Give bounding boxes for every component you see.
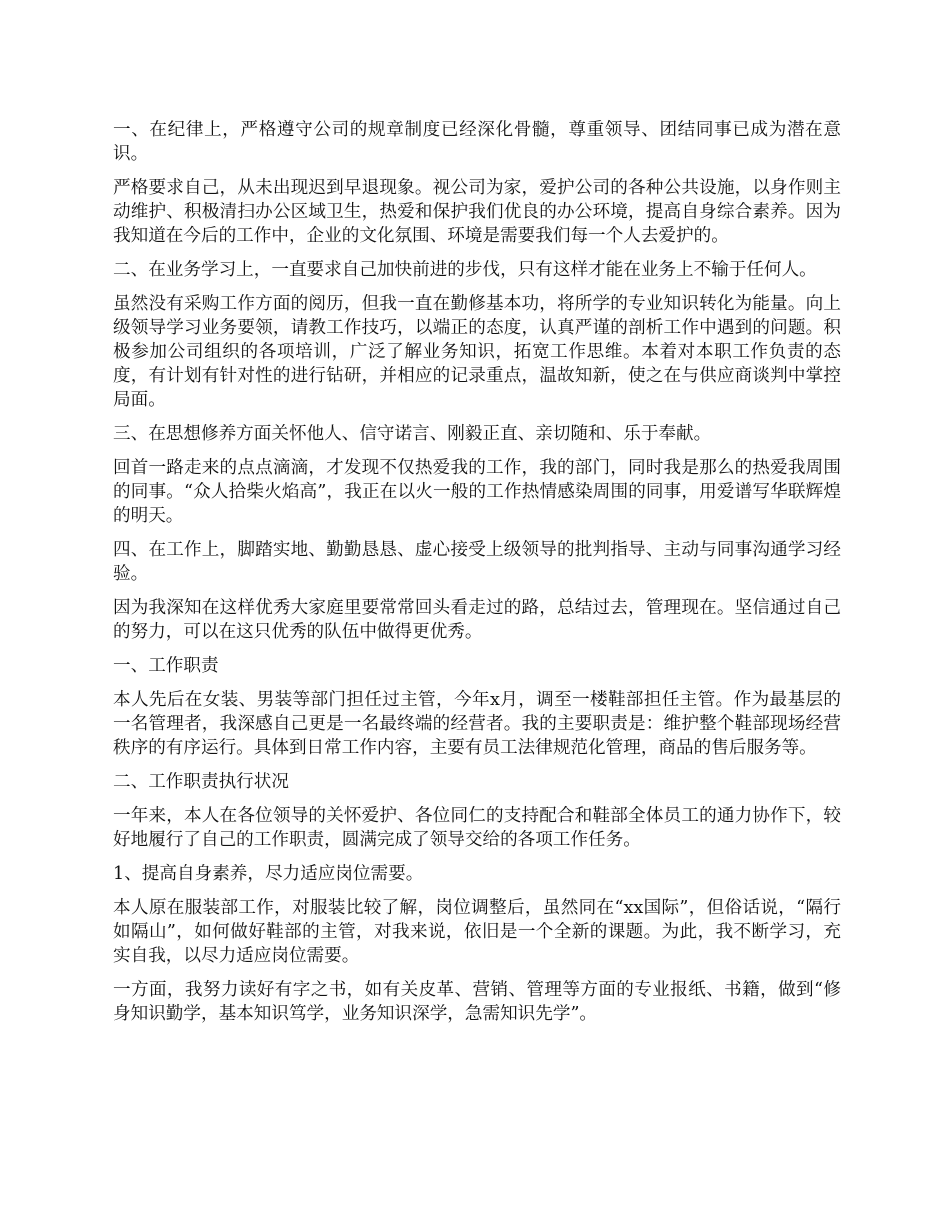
paragraph-duty-execution: 一年来，本人在各位领导的关怀爱护、各位同仁的支持配合和鞋部全体员工的通力协作下，较好地履行了自己的工作职责，圆满完成了领导交给的各项工作任务。 <box>113 806 841 850</box>
section-heading-job-duties: 一、工作职责 <box>113 656 219 676</box>
paragraph-character-heading: 三、在思想修养方面关怀他人、信守诺言、刚毅正直、亲切随和、乐于奉献。 <box>113 424 712 444</box>
paragraph-study-heading: 二、在业务学习上，一直要求自己加快前进的步伐，只有这样才能在业务上不输于任何人。 <box>113 260 817 280</box>
paragraph-job-duties: 本人先后在女装、男装等部门担任过主管，今年x月，调至一楼鞋部担任主管。作为最基层的一名管理者，我深感自己更是一名最终端的经营者。我的主要职责是：维护整个鞋部现场经营秩序的有序运行。具体到日常工作内容，主要有员工法律规范化管理，商品的售后服务等。 <box>113 690 841 758</box>
document-body <box>113 118 841 1036</box>
paragraph-study-body: 虽然没有采购工作方面的阅历，但我一直在勤修基本功，将所学的专业知识转化为能量。向上级领导学习业务要领，请教工作技巧，以端正的态度，认真严谨的剖析工作中遇到的问题。积极参加公司组织的各项培训，广泛了解业务知识，拓宽工作思维。本着对本职工作负责的态度，有计划有针对性的进行钻研，并相应的记录重点，温故知新，使之在与供应商谈判中掌控局面。 <box>113 294 841 410</box>
section-heading-duty-execution: 二、工作职责执行状况 <box>113 772 289 792</box>
paragraph-discipline-body: 严格要求自己，从未出现迟到早退现象。视公司为家，爱护公司的各种公共设施，以身作则主动维护、积极清扫办公区域卫生，热爱和保护我们优良的办公环境，提高自身综合素养。因为我知道在今后的工作中，企业的文化氛围、环境是需要我们每一个人去爱护的。 <box>113 178 841 246</box>
paragraph-character-body: 回首一路走来的点点滴滴，才发现不仅热爱我的工作，我的部门，同时我是那么的热爱我周围的同事。“众人拾柴火焰高”，我正在以火一般的工作热情感染周围的同事，用爱谱写华联辉煌的明天。 <box>113 458 841 526</box>
paragraph-discipline-heading: 一、在纪律上，严格遵守公司的规章制度已经深化骨髓，尊重领导、团结同事已成为潜在意识。 <box>113 120 841 164</box>
subheading-self-improvement: 1、提高自身素养，尽力适应岗位需要。 <box>113 864 424 884</box>
paragraph-reading: 一方面，我努力读好有字之书，如有关皮革、营销、管理等方面的专业报纸、书籍，做到“修身知识勤学，基本知识笃学，业务知识深学，急需知识先学”。 <box>113 980 841 1024</box>
paragraph-self-improvement: 本人原在服装部工作，对服装比较了解，岗位调整后，虽然同在“xx国际”，但俗话说，“隔行如隔山”，如何做好鞋部的主管，对我来说，依旧是一个全新的课题。为此，我不断学习，充实自我，以尽力适应岗位需要。 <box>113 898 841 966</box>
paragraph-work-heading: 四、在工作上，脚踏实地、勤勤恳恳、虚心接受上级领导的批判指导、主动与同事沟通学习经验。 <box>113 540 841 584</box>
paragraph-work-body: 因为我深知在这样优秀大家庭里要常常回头看走过的路，总结过去，管理现在。坚信通过自己的努力，可以在这只优秀的队伍中做得更优秀。 <box>113 598 841 642</box>
